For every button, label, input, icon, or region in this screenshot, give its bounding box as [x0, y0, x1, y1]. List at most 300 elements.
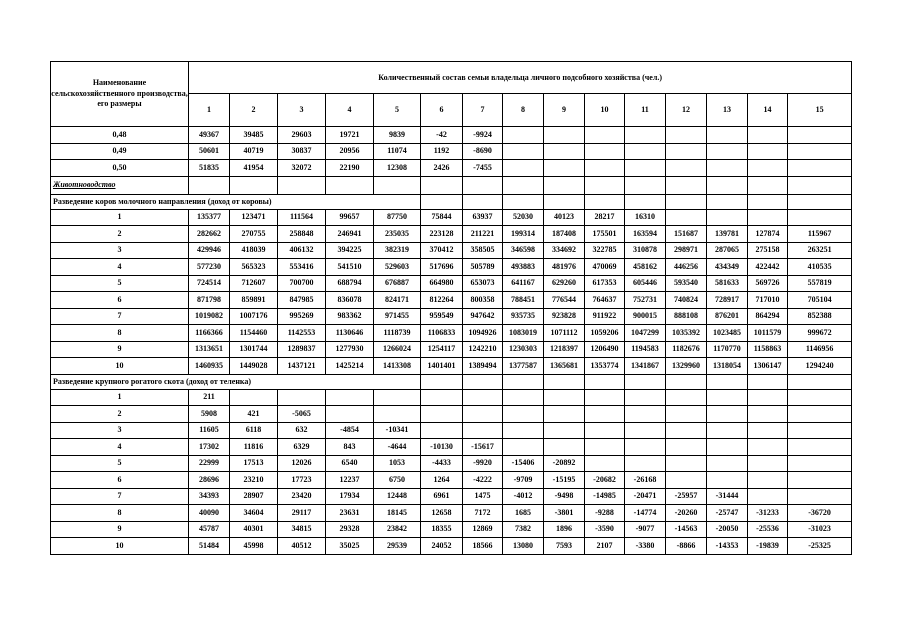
value-cell — [625, 127, 666, 144]
empty-cell — [278, 176, 326, 194]
value-cell: 688794 — [326, 275, 374, 292]
row-label: 0,48 — [51, 127, 189, 144]
empty-cell — [503, 194, 544, 209]
value-cell: 1083019 — [503, 325, 544, 342]
value-cell — [544, 422, 585, 439]
value-cell: 17302 — [189, 439, 230, 456]
empty-cell — [189, 176, 230, 194]
value-cell: 6118 — [230, 422, 278, 439]
value-cell — [230, 389, 278, 406]
table-row — [51, 242, 852, 259]
value-cell — [544, 406, 585, 423]
row-label: 4 — [51, 439, 189, 456]
value-cell — [625, 422, 666, 439]
value-cell: 22999 — [189, 455, 230, 472]
row-header: Наименование сельскохозяйственного производства, его размеры — [51, 62, 189, 127]
value-cell: 1301744 — [230, 341, 278, 358]
value-cell: -15617 — [463, 439, 503, 456]
value-cell: 19721 — [326, 127, 374, 144]
value-cell: 529603 — [374, 259, 421, 276]
value-cell: 18566 — [463, 538, 503, 555]
value-cell: 421 — [230, 406, 278, 423]
value-cell: 1389494 — [463, 358, 503, 375]
value-cell: -10130 — [421, 439, 463, 456]
value-cell — [707, 389, 748, 406]
value-cell: 676887 — [374, 275, 421, 292]
value-cell: 287065 — [707, 242, 748, 259]
value-cell: 310878 — [625, 242, 666, 259]
row-label: 0,50 — [51, 160, 189, 177]
table-row — [51, 358, 852, 375]
value-cell — [585, 143, 625, 160]
value-cell: 852388 — [788, 308, 852, 325]
value-cell — [544, 389, 585, 406]
value-cell: 843 — [326, 439, 374, 456]
value-cell: 935735 — [503, 308, 544, 325]
value-cell: 52030 — [503, 209, 544, 226]
value-cell: 370412 — [421, 242, 463, 259]
value-cell: 999672 — [788, 325, 852, 342]
value-cell: 740824 — [666, 292, 707, 309]
value-cell: 1289837 — [278, 341, 326, 358]
value-cell — [788, 406, 852, 423]
value-cell: 11605 — [189, 422, 230, 439]
table-row — [51, 308, 852, 325]
value-cell — [585, 406, 625, 423]
empty-cell — [585, 176, 625, 194]
value-cell: 1192 — [421, 143, 463, 160]
value-cell: 1218397 — [544, 341, 585, 358]
value-cell — [748, 472, 788, 489]
value-cell: 1341867 — [625, 358, 666, 375]
value-cell: 49367 — [189, 127, 230, 144]
value-cell: 728917 — [707, 292, 748, 309]
value-cell: 2426 — [421, 160, 463, 177]
value-cell: 1206490 — [585, 341, 625, 358]
value-cell: 29603 — [278, 127, 326, 144]
column-header: 7 — [463, 94, 503, 127]
value-cell: 87750 — [374, 209, 421, 226]
row-label: 4 — [51, 259, 189, 276]
value-cell — [788, 127, 852, 144]
column-header: 5 — [374, 94, 421, 127]
value-cell: -10341 — [374, 422, 421, 439]
value-cell: -14353 — [707, 538, 748, 555]
empty-cell — [748, 374, 788, 389]
table-row — [51, 127, 852, 144]
value-cell: 995269 — [278, 308, 326, 325]
value-cell: 1142553 — [278, 325, 326, 342]
value-cell: 812264 — [421, 292, 463, 309]
value-cell: 282662 — [189, 226, 230, 243]
value-cell — [544, 439, 585, 456]
value-cell: -20682 — [585, 472, 625, 489]
value-cell — [666, 439, 707, 456]
value-cell: 1019082 — [189, 308, 230, 325]
value-cell: -25536 — [748, 521, 788, 538]
value-cell: -9924 — [463, 127, 503, 144]
value-cell: 24052 — [421, 538, 463, 555]
value-cell — [374, 406, 421, 423]
value-cell: 29117 — [278, 505, 326, 522]
value-cell: 1007176 — [230, 308, 278, 325]
row-label: 9 — [51, 341, 189, 358]
empty-cell — [421, 194, 463, 209]
value-cell — [625, 406, 666, 423]
value-cell — [326, 389, 374, 406]
value-cell — [666, 389, 707, 406]
value-cell — [707, 209, 748, 226]
value-cell: 6329 — [278, 439, 326, 456]
value-cell: 6961 — [421, 488, 463, 505]
value-cell — [788, 160, 852, 177]
section-title: Животноводство — [51, 176, 189, 194]
value-cell: 947642 — [463, 308, 503, 325]
value-cell: 12658 — [421, 505, 463, 522]
value-cell: 34393 — [189, 488, 230, 505]
value-cell — [707, 143, 748, 160]
value-cell: 40123 — [544, 209, 585, 226]
table-row — [51, 521, 852, 538]
value-cell: -31444 — [707, 488, 748, 505]
empty-cell — [463, 194, 503, 209]
value-cell — [625, 455, 666, 472]
value-cell: -19839 — [748, 538, 788, 555]
value-cell: 1294240 — [788, 358, 852, 375]
value-cell: 298971 — [666, 242, 707, 259]
value-cell: 1353774 — [585, 358, 625, 375]
value-cell: 1182676 — [666, 341, 707, 358]
value-cell: 836078 — [326, 292, 374, 309]
row-label: 6 — [51, 292, 189, 309]
value-cell: -4433 — [421, 455, 463, 472]
value-cell: 605446 — [625, 275, 666, 292]
value-cell: 270755 — [230, 226, 278, 243]
value-cell — [707, 127, 748, 144]
value-cell: -7455 — [463, 160, 503, 177]
value-cell: 7172 — [463, 505, 503, 522]
table-row — [51, 209, 852, 226]
value-cell: -15406 — [503, 455, 544, 472]
value-cell: 1254117 — [421, 341, 463, 358]
value-cell: 569726 — [748, 275, 788, 292]
table-row — [51, 275, 852, 292]
value-cell — [503, 406, 544, 423]
value-cell: 888108 — [666, 308, 707, 325]
value-cell: 1425214 — [326, 358, 374, 375]
value-cell — [666, 143, 707, 160]
value-cell: 553416 — [278, 259, 326, 276]
value-cell: 358505 — [463, 242, 503, 259]
value-cell: 1154460 — [230, 325, 278, 342]
empty-cell — [503, 176, 544, 194]
table-row — [51, 226, 852, 243]
value-cell: 788451 — [503, 292, 544, 309]
empty-cell — [788, 194, 852, 209]
value-cell — [748, 143, 788, 160]
value-cell: 22190 — [326, 160, 374, 177]
table-row — [51, 389, 852, 406]
table-row — [51, 439, 852, 456]
value-cell — [585, 439, 625, 456]
value-cell: 28907 — [230, 488, 278, 505]
value-cell: 34815 — [278, 521, 326, 538]
table-row — [51, 143, 852, 160]
value-cell — [585, 127, 625, 144]
table-row — [51, 422, 852, 439]
value-cell: -14563 — [666, 521, 707, 538]
empty-cell — [748, 194, 788, 209]
value-cell — [748, 160, 788, 177]
table-row — [51, 292, 852, 309]
value-cell: 1277930 — [326, 341, 374, 358]
value-cell: 382319 — [374, 242, 421, 259]
value-cell: 23842 — [374, 521, 421, 538]
value-cell: 163594 — [625, 226, 666, 243]
value-cell: 664980 — [421, 275, 463, 292]
value-cell: 871798 — [189, 292, 230, 309]
value-cell: -5065 — [278, 406, 326, 423]
empty-cell — [544, 374, 585, 389]
value-cell: 859891 — [230, 292, 278, 309]
value-cell: 28217 — [585, 209, 625, 226]
value-cell: 410535 — [788, 259, 852, 276]
row-label: 10 — [51, 358, 189, 375]
value-cell: 1437121 — [278, 358, 326, 375]
row-label: 1 — [51, 209, 189, 226]
value-cell: 39485 — [230, 127, 278, 144]
value-cell: 18145 — [374, 505, 421, 522]
value-cell — [326, 406, 374, 423]
value-cell: 35025 — [326, 538, 374, 555]
value-cell: 11074 — [374, 143, 421, 160]
empty-cell — [788, 176, 852, 194]
value-cell: 824171 — [374, 292, 421, 309]
value-cell: 263251 — [788, 242, 852, 259]
value-cell — [707, 439, 748, 456]
value-cell: 700700 — [278, 275, 326, 292]
value-cell: 1011579 — [748, 325, 788, 342]
value-cell — [788, 209, 852, 226]
value-cell: -9077 — [625, 521, 666, 538]
value-cell: 211221 — [463, 226, 503, 243]
value-cell: -3380 — [625, 538, 666, 555]
value-cell — [625, 389, 666, 406]
value-cell: 51484 — [189, 538, 230, 555]
table-row — [51, 406, 852, 423]
value-cell — [788, 488, 852, 505]
empty-cell — [788, 374, 852, 389]
value-cell: 1047299 — [625, 325, 666, 342]
column-header: 13 — [707, 94, 748, 127]
value-cell: 418039 — [230, 242, 278, 259]
value-cell — [707, 160, 748, 177]
value-cell — [666, 472, 707, 489]
value-cell: 1158863 — [748, 341, 788, 358]
column-header: 14 — [748, 94, 788, 127]
value-cell: 322785 — [585, 242, 625, 259]
value-cell — [788, 422, 852, 439]
value-cell: -20892 — [544, 455, 585, 472]
value-cell: 6540 — [326, 455, 374, 472]
empty-cell — [707, 194, 748, 209]
column-header: 1 — [189, 94, 230, 127]
value-cell: 1035392 — [666, 325, 707, 342]
value-cell — [748, 209, 788, 226]
value-cell: 1266024 — [374, 341, 421, 358]
value-cell: -4012 — [503, 488, 544, 505]
column-header: 9 — [544, 94, 585, 127]
value-cell: 800358 — [463, 292, 503, 309]
value-cell: -31023 — [788, 521, 852, 538]
value-cell: 45998 — [230, 538, 278, 555]
value-cell — [421, 406, 463, 423]
value-cell: 127874 — [748, 226, 788, 243]
value-cell: -42 — [421, 127, 463, 144]
value-cell: 557819 — [788, 275, 852, 292]
value-cell: 1401401 — [421, 358, 463, 375]
section-row — [51, 176, 852, 194]
row-label: 2 — [51, 406, 189, 423]
value-cell — [748, 389, 788, 406]
value-cell: 6750 — [374, 472, 421, 489]
value-cell: -9288 — [585, 505, 625, 522]
column-header: 8 — [503, 94, 544, 127]
value-cell: 641167 — [503, 275, 544, 292]
empty-cell — [585, 194, 625, 209]
value-cell: 593540 — [666, 275, 707, 292]
group-header: Количественный состав семьи владельца личного подсобного хозяйства (чел.) — [189, 62, 852, 94]
empty-cell — [463, 176, 503, 194]
empty-cell — [421, 176, 463, 194]
table-body — [51, 127, 852, 555]
value-cell: 1166366 — [189, 325, 230, 342]
value-cell — [748, 455, 788, 472]
subsection-row — [51, 194, 852, 209]
subsection-title: Разведение коров молочного направления (доход от коровы) — [51, 194, 421, 209]
value-cell: 13080 — [503, 538, 544, 555]
value-cell — [544, 127, 585, 144]
value-cell — [374, 389, 421, 406]
empty-cell — [326, 176, 374, 194]
value-cell — [421, 389, 463, 406]
empty-cell — [503, 374, 544, 389]
empty-cell — [666, 176, 707, 194]
value-cell: 11816 — [230, 439, 278, 456]
table-row — [51, 472, 852, 489]
value-cell: 187408 — [544, 226, 585, 243]
value-cell: 629260 — [544, 275, 585, 292]
subsection-row — [51, 374, 852, 389]
value-cell: 565323 — [230, 259, 278, 276]
row-label: 10 — [51, 538, 189, 555]
value-cell — [666, 160, 707, 177]
value-cell — [666, 209, 707, 226]
value-cell: 1449028 — [230, 358, 278, 375]
value-cell: -4222 — [463, 472, 503, 489]
value-cell: 115967 — [788, 226, 852, 243]
row-label: 8 — [51, 505, 189, 522]
empty-cell — [585, 374, 625, 389]
value-cell: 75844 — [421, 209, 463, 226]
table-row — [51, 325, 852, 342]
value-cell: 34604 — [230, 505, 278, 522]
value-cell: 434349 — [707, 259, 748, 276]
value-cell: 40719 — [230, 143, 278, 160]
value-cell — [585, 160, 625, 177]
value-cell: -20050 — [707, 521, 748, 538]
value-cell: 724514 — [189, 275, 230, 292]
value-cell — [463, 389, 503, 406]
value-cell: -26168 — [625, 472, 666, 489]
column-header: 11 — [625, 94, 666, 127]
value-cell: -8866 — [666, 538, 707, 555]
value-cell: 246941 — [326, 226, 374, 243]
value-cell: 1313651 — [189, 341, 230, 358]
value-cell: 406132 — [278, 242, 326, 259]
row-label: 2 — [51, 226, 189, 243]
value-cell: 517696 — [421, 259, 463, 276]
value-cell: 776544 — [544, 292, 585, 309]
value-cell: 9839 — [374, 127, 421, 144]
value-cell: 717010 — [748, 292, 788, 309]
value-cell: -25747 — [707, 505, 748, 522]
table-row — [51, 160, 852, 177]
empty-cell — [707, 374, 748, 389]
value-cell: 505789 — [463, 259, 503, 276]
value-cell — [788, 389, 852, 406]
value-cell: -9709 — [503, 472, 544, 489]
value-cell: 1413308 — [374, 358, 421, 375]
table-row — [51, 341, 852, 358]
value-cell: 458162 — [625, 259, 666, 276]
value-cell: 1094926 — [463, 325, 503, 342]
value-cell: 1053 — [374, 455, 421, 472]
value-cell — [278, 389, 326, 406]
value-cell: 752731 — [625, 292, 666, 309]
table-row — [51, 505, 852, 522]
value-cell: 17934 — [326, 488, 374, 505]
value-cell: 20956 — [326, 143, 374, 160]
value-cell: -3801 — [544, 505, 585, 522]
column-header: 12 — [666, 94, 707, 127]
value-cell: 394225 — [326, 242, 374, 259]
empty-cell — [666, 194, 707, 209]
value-cell: 32072 — [278, 160, 326, 177]
column-header: 10 — [585, 94, 625, 127]
value-cell — [666, 406, 707, 423]
value-cell: 1460935 — [189, 358, 230, 375]
value-cell: -3590 — [585, 521, 625, 538]
value-cell: 12237 — [326, 472, 374, 489]
value-cell: 40301 — [230, 521, 278, 538]
value-cell: -25957 — [666, 488, 707, 505]
row-label: 5 — [51, 455, 189, 472]
value-cell — [707, 455, 748, 472]
value-cell: 12869 — [463, 521, 503, 538]
value-cell: 346598 — [503, 242, 544, 259]
value-cell: 923828 — [544, 308, 585, 325]
value-cell: 40090 — [189, 505, 230, 522]
value-cell: 1118739 — [374, 325, 421, 342]
value-cell: 876201 — [707, 308, 748, 325]
table-row — [51, 488, 852, 505]
empty-cell — [421, 374, 463, 389]
value-cell — [585, 389, 625, 406]
value-cell: 275158 — [748, 242, 788, 259]
value-cell: 541510 — [326, 259, 374, 276]
value-cell: 1242210 — [463, 341, 503, 358]
